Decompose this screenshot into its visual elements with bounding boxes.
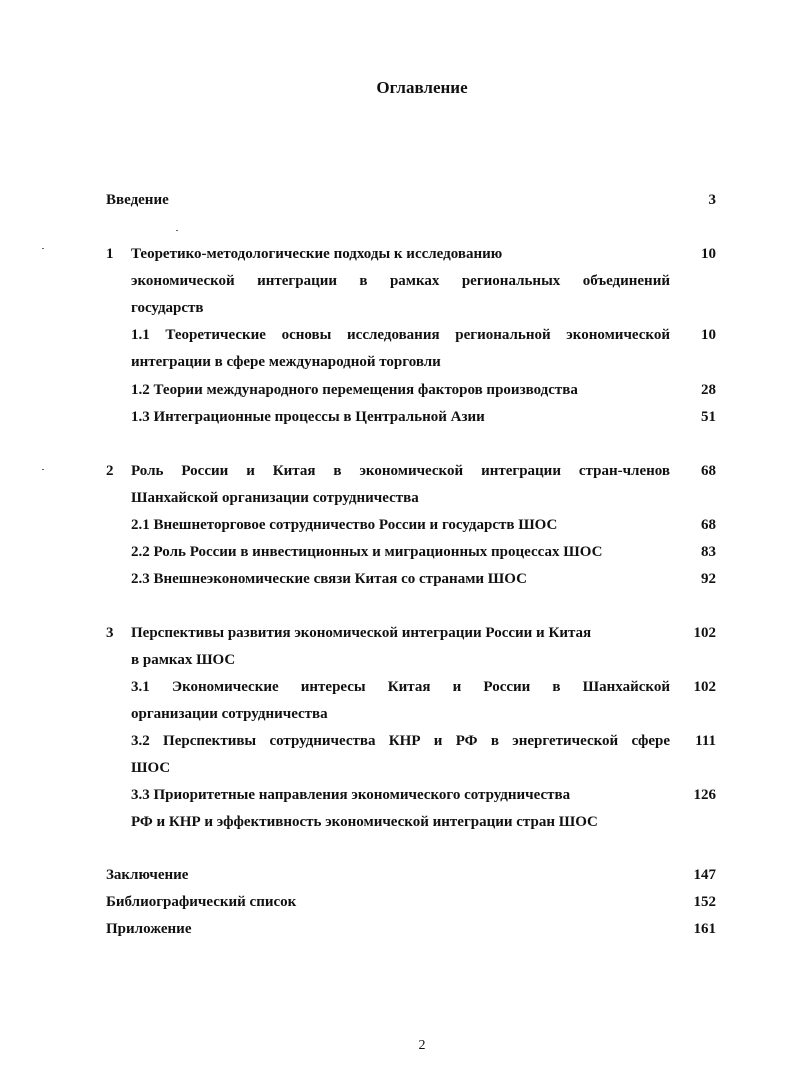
chapter-2-title-line-2: Шанхайской организации сотрудничества	[131, 490, 419, 506]
section-3-3-line-2: РФ и КНР и эффективность экономической интеграции стран ШОС	[131, 814, 598, 830]
toc-conclusion-page: 147	[693, 867, 716, 883]
section-2-1-page: 68	[701, 517, 716, 533]
chapter-3-number: 3	[106, 625, 114, 641]
section-3-2-line-2: ШОС	[131, 760, 171, 776]
chapter-3-title-line-2: в рамках ШОС	[131, 652, 236, 668]
chapter-3-page: 102	[693, 625, 716, 641]
section-3-3-line-1: 3.3 Приоритетные направления экономического сотрудничества	[131, 787, 571, 803]
toc-title: Оглавление	[376, 78, 468, 97]
chapter-1-title-line-3: государств	[131, 300, 204, 316]
toc-bibliography-label: Библиографический список	[106, 894, 297, 910]
section-2-1-line-1: 2.1 Внешнеторговое сотрудничество России и государств ШОС	[131, 517, 558, 533]
toc-intro-page: 3	[708, 192, 716, 208]
section-1-3-page: 51	[701, 409, 716, 425]
section-3-1-line-2: организации сотрудничества	[131, 706, 328, 722]
section-2-3-page: 92	[701, 571, 716, 587]
section-1-1-page: 10	[701, 327, 716, 343]
scan-speck	[42, 248, 44, 249]
chapter-1-number: 1	[106, 246, 114, 262]
chapter-3-title-line-1: Перспективы развития экономической интеграции России и Китая	[131, 625, 592, 641]
section-3-2-page: 111	[695, 733, 716, 749]
footer-page-number: 2	[418, 1038, 426, 1053]
toc-intro-label: Введение	[106, 192, 169, 208]
chapter-1-title-line-2: экономической интеграции в рамках региональных объединений	[131, 273, 670, 289]
section-2-2-line-1: 2.2 Роль России в инвестиционных и миграционных процессах ШОС	[131, 544, 603, 560]
section-2-3-line-1: 2.3 Внешнеэкономические связи Китая со странами ШОС	[131, 571, 527, 587]
section-1-2-page: 28	[701, 382, 716, 398]
section-1-1-line-1: 1.1 Теоретические основы исследования региональной экономической	[131, 327, 670, 343]
toc-appendix-page: 161	[693, 921, 716, 937]
toc-bibliography-page: 152	[693, 894, 716, 910]
section-3-1-line-1: 3.1 Экономические интересы Китая и России в Шанхайской	[131, 679, 670, 695]
scan-speck	[42, 469, 44, 470]
section-1-3-line-1: 1.3 Интеграционные процессы в Центральной Азии	[131, 409, 485, 425]
section-3-3-page: 126	[693, 787, 716, 803]
toc-appendix-label: Приложение	[106, 921, 192, 937]
toc-conclusion-label: Заключение	[106, 867, 189, 883]
section-3-2-line-1: 3.2 Перспективы сотрудничества КНР и РФ в энергетической сфере	[131, 733, 670, 749]
section-1-1-line-2: интеграции в сфере международной торговли	[131, 354, 441, 370]
section-1-2-line-1: 1.2 Теории международного перемещения факторов производства	[131, 382, 578, 398]
chapter-2-number: 2	[106, 463, 114, 479]
chapter-1-page: 10	[701, 246, 716, 262]
chapter-2-page: 68	[701, 463, 716, 479]
section-2-2-page: 83	[701, 544, 716, 560]
chapter-1-title-line-1: Теоретико-методологические подходы к исследованию	[131, 246, 503, 262]
scan-speck	[176, 230, 178, 231]
section-3-1-page: 102	[693, 679, 716, 695]
chapter-2-title-line-1: Роль России и Китая в экономической интеграции стран-членов	[131, 463, 670, 479]
